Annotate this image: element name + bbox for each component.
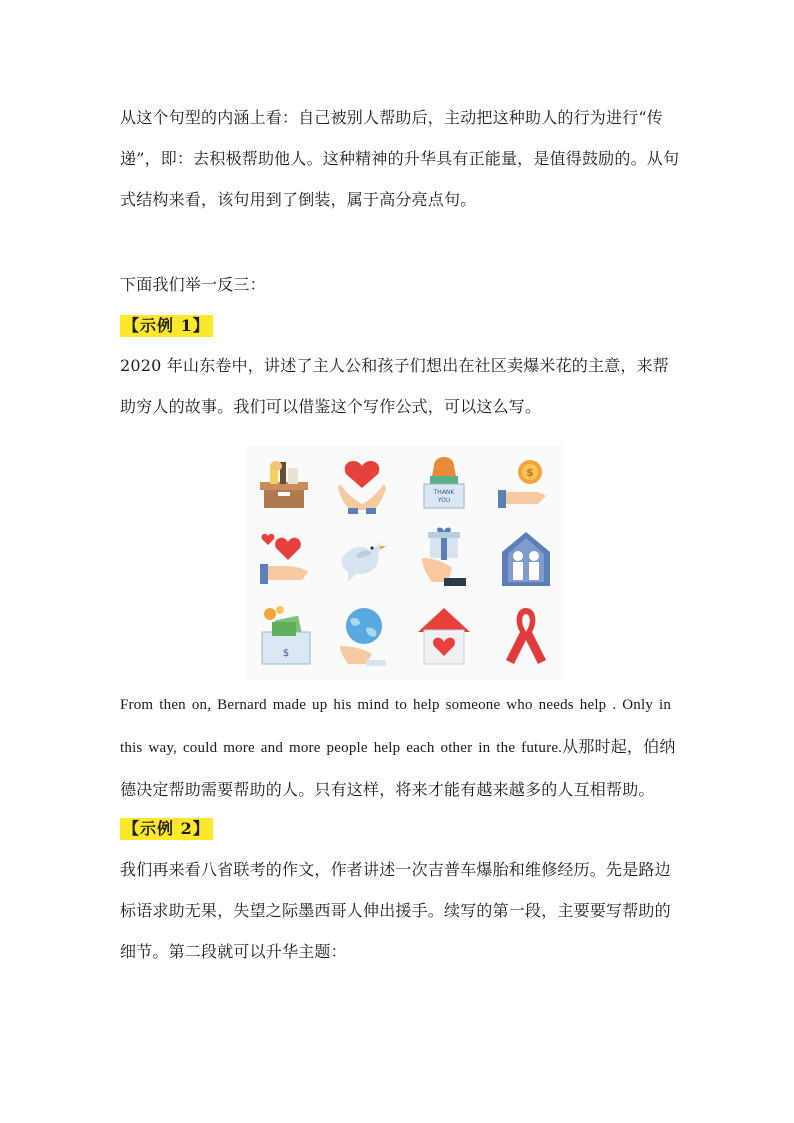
svg-text:THANK: THANK bbox=[433, 489, 455, 496]
dove-icon bbox=[341, 542, 386, 582]
donation-box-icon bbox=[260, 461, 308, 508]
coin-in-hand-icon bbox=[498, 460, 546, 508]
chinese-translation: 从那时起，伯纳德决定帮助需要帮助的人。只有这样，将来才能有越来越多的人互相帮助。 bbox=[120, 737, 676, 799]
family-house-icon bbox=[502, 532, 550, 586]
english-sample-sentence: From then on, Bernard made up his mind to help someone who needs help . Only in this way, could more and more people help each other in the future. bbox=[120, 697, 672, 756]
svg-text:$: $ bbox=[282, 648, 290, 659]
awareness-ribbon-icon bbox=[506, 608, 546, 664]
paragraph-example-1: 2020 年山东卷中，讲述了主人公和孩子们想出在社区卖爆米花的主意，来帮助穷人的故事。我们可以借鉴这个写作公式，可以这么写。 bbox=[120, 356, 670, 416]
donation-money-box-icon bbox=[262, 606, 310, 664]
house-with-heart-icon bbox=[418, 608, 470, 664]
example-1-label: 【示例 1】 bbox=[120, 315, 213, 337]
paragraph-example-1-sample bbox=[120, 683, 680, 810]
thank-you-sign-icon bbox=[424, 457, 464, 508]
paragraph-example-2: 我们再来看八省联考的作文，作者讲述一次吉普车爆胎和维修经历。先是路边标语求助无果，失望之际墨西哥人伸出援手。续写的第一段，主要要写帮助的细节。第二段就可以升华主题： bbox=[120, 860, 671, 961]
svg-text:$: $ bbox=[526, 466, 534, 479]
example-2-label: 【示例 2】 bbox=[120, 818, 213, 840]
gift-in-hand-icon bbox=[422, 528, 466, 587]
heart-in-hands-icon bbox=[338, 461, 386, 514]
globe-in-hand-icon bbox=[340, 608, 386, 666]
charity-icons-illustration bbox=[246, 446, 564, 680]
svg-text:YOU: YOU bbox=[437, 497, 451, 504]
paragraph-intro: 从这个句型的内涵上看：自己被别人帮助后，主动把这种助人的行为进行“传递”，即：去积极帮助他人。这种精神的升华具有正能量，是值得鼓励的。从句式结构来看，该句用到了倒装，属于高分亮点句。 bbox=[120, 108, 680, 209]
hearts-in-hand-icon bbox=[260, 534, 308, 584]
paragraph-transition: 下面我们举一反三： bbox=[120, 275, 266, 294]
